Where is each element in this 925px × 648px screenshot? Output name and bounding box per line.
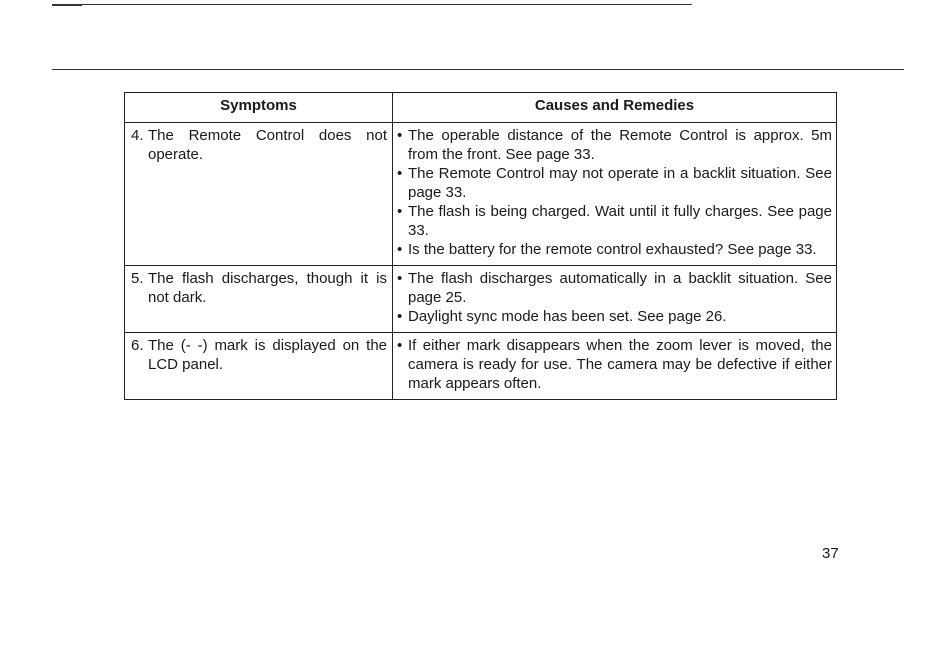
bullet-icon: • [397,308,403,325]
header-rule [52,69,904,70]
list-item [397,126,832,164]
remedy-text: If either mark disappears when the zoom lever is moved, the camera is ready for use. The camera may be defective if either mark appears often. [408,337,832,392]
remedy-text: The flash discharges automatically in a backlit situation. See page 25. [408,270,832,306]
list-item [397,240,832,259]
bullet-icon: • [397,270,403,287]
table-row [125,266,837,333]
remedy-cell [393,266,837,333]
list-item [397,307,832,326]
table-header-row [125,93,837,123]
symptom-cell [125,333,393,400]
bullet-icon: • [397,203,403,220]
symptom-cell [125,266,393,333]
table-row [125,123,837,266]
bullet-icon: • [397,241,403,258]
bullet-icon: • [397,165,403,182]
list-item [397,336,832,393]
remedy-text: The operable distance of the Remote Control is approx. 5m from the front. See page 33. [408,127,832,163]
top-rule-accent [52,5,82,6]
troubleshooting-table [124,92,837,400]
row-number: 4. [131,127,144,144]
bullet-icon: • [397,337,403,354]
remedy-cell [393,123,837,266]
bullet-icon: • [397,127,403,144]
list-item [397,202,832,240]
symptom-cell [125,123,393,266]
symptom-text: The (- -) mark is displayed on the LCD panel. [148,337,387,373]
remedy-text: The flash is being charged. Wait until it fully charges. See page 33. [408,203,832,239]
list-item [397,164,832,202]
symptom-text: The Remote Control does not operate. [148,127,387,163]
page-number: 37 [822,545,839,562]
remedy-text: Is the battery for the remote control exhausted? See page 33. [408,241,817,258]
remedy-cell [393,333,837,400]
row-number: 5. [131,270,144,287]
top-rule [52,4,692,5]
causes-header: Causes and Remedies [393,93,837,123]
table-row [125,333,837,400]
remedy-text: Daylight sync mode has been set. See page 26. [408,308,727,325]
list-item [397,269,832,307]
row-number: 6. [131,337,144,354]
symptom-text: The flash discharges, though it is not dark. [148,270,387,306]
remedy-text: The Remote Control may not operate in a backlit situation. See page 33. [408,165,832,201]
symptoms-header: Symptoms [125,93,393,123]
